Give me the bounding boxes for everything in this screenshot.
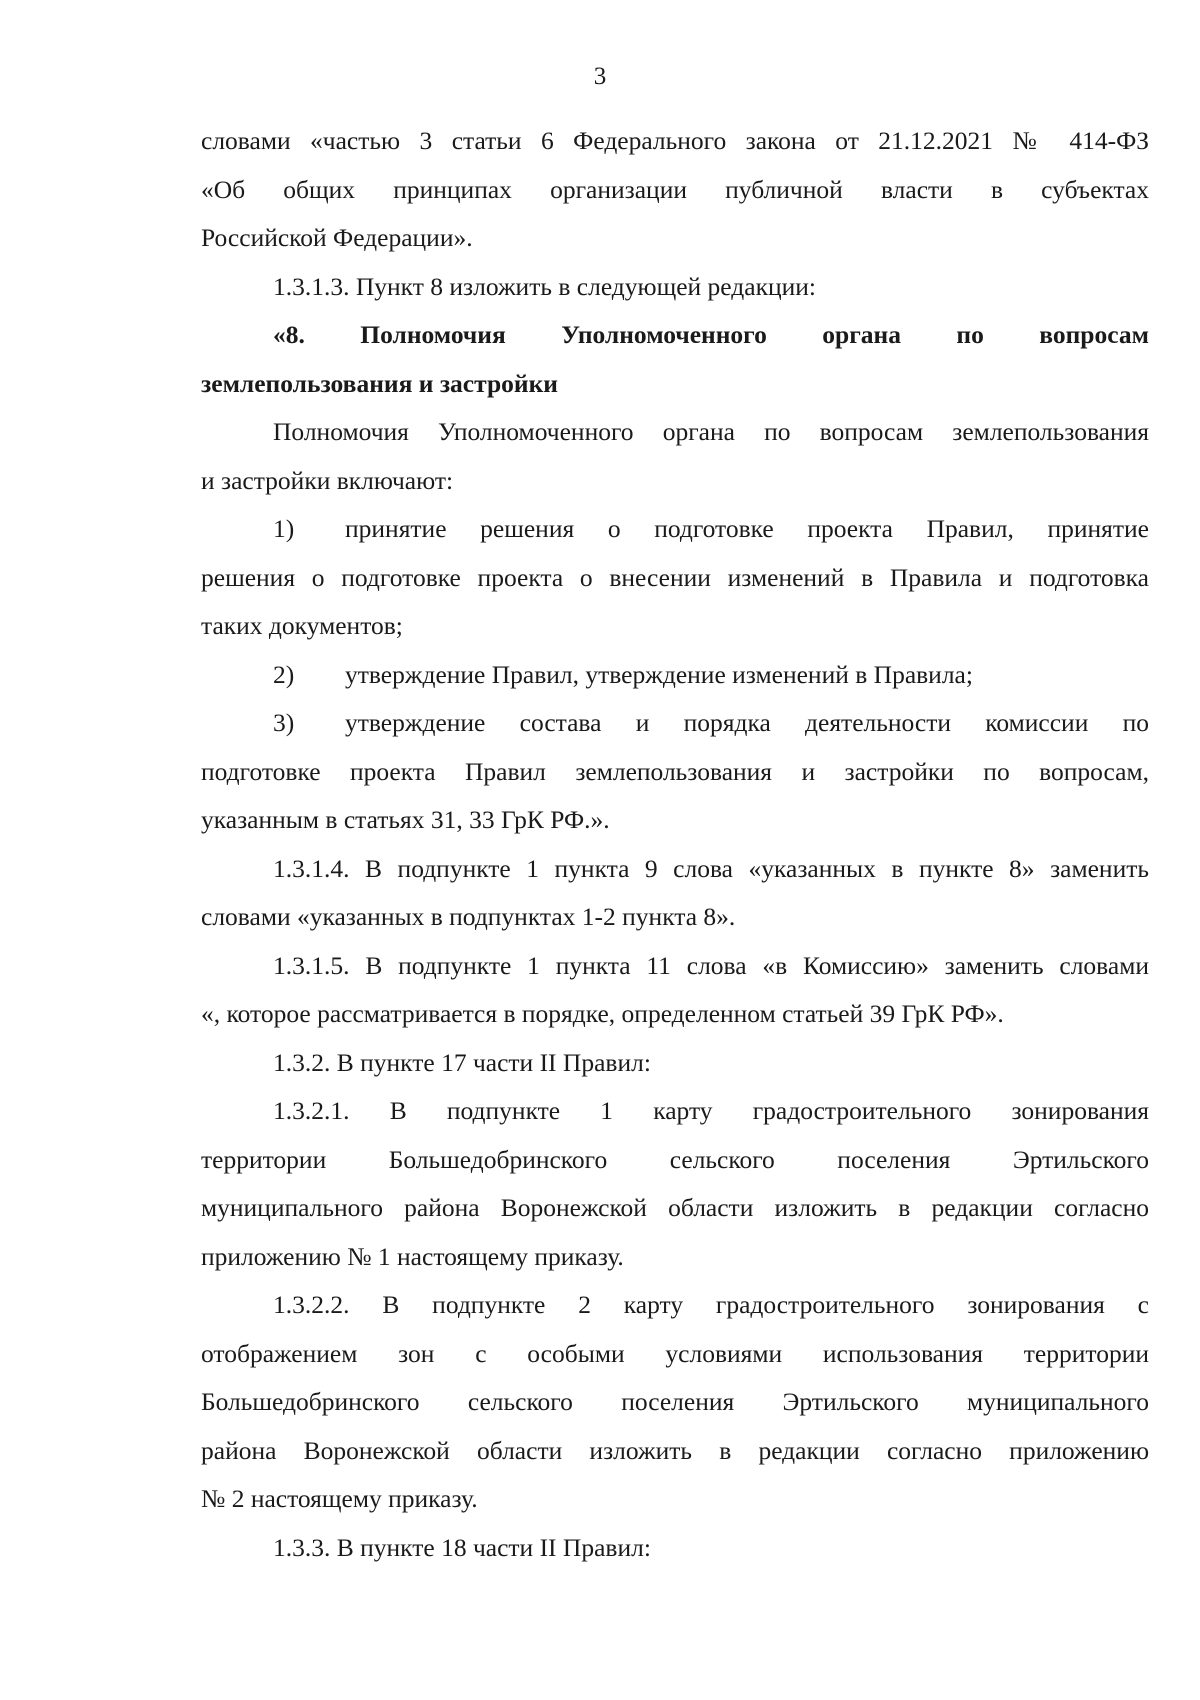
list-number: 1) xyxy=(273,514,295,543)
text-line: таких документов; xyxy=(201,611,403,640)
list-item xyxy=(201,505,1149,554)
text-line: 1.3.2.1. В подпункте 1 карту градостроительного зонирования xyxy=(273,1096,1149,1125)
list-item xyxy=(201,699,1149,748)
text-line: 1.3.1.5. В подпункте 1 пункта 11 слова «в Комиссию» заменить словами xyxy=(273,950,1149,980)
list-number: 3) xyxy=(273,708,295,737)
text-line: указанным в статьях 31, 33 ГрК РФ.». xyxy=(201,805,610,834)
text-line: № 2 настоящему приказу. xyxy=(201,1484,478,1513)
text-line: отображением зон с особыми условиями использования территории xyxy=(201,1338,1149,1368)
text-line: и застройки включают: xyxy=(201,465,454,495)
text-line: Российской Федерации». xyxy=(201,223,473,252)
text-line: 1.3.3. В пункте 18 части II Правил: xyxy=(273,1532,651,1562)
text-line: муниципального района Воронежской области изложить в редакции согласно xyxy=(201,1193,1149,1222)
text-line: Большедобринского сельского поселения Эртильского муниципального xyxy=(201,1387,1149,1416)
text-line: «Об общих принципах организации публичной власти в субъектах xyxy=(201,174,1149,204)
heading-word: органа xyxy=(822,320,901,349)
heading-word: по xyxy=(956,320,984,349)
section-heading-continued: землепользования и застройки xyxy=(201,368,558,398)
text-line: 1.3.1.4. В подпункте 1 пункта 9 слова «указанных в пункте 8» заменить xyxy=(273,853,1149,883)
heading-word: «8. xyxy=(273,320,305,349)
text-line: «, которое рассматривается в порядке, определенном статьей 39 ГрК РФ». xyxy=(201,999,1004,1028)
page-number: 3 xyxy=(593,63,607,90)
text-line: территории Большедобринского сельского поселения Эртильского xyxy=(201,1144,1149,1174)
text-line: 1.3.2. В пункте 17 части II Правил: xyxy=(273,1047,651,1077)
list-number: 2) xyxy=(273,659,295,689)
list-text: утверждение Правил, утверждение изменений в Правила; xyxy=(345,659,973,689)
text-line: словами «указанных в подпунктах 1-2 пункта 8». xyxy=(201,902,736,931)
text-line: 1.3.2.2. В подпункте 2 карту градостроительного зонирования с xyxy=(273,1290,1149,1319)
text-line: подготовке проекта Правил землепользования и застройки по вопросам, xyxy=(201,756,1149,786)
list-text: утверждение состава и порядка деятельности комиссии по xyxy=(345,708,1149,737)
text-line: словами «частью 3 статьи 6 Федерального закона от 21.12.2021 № 414-ФЗ xyxy=(201,126,1149,155)
heading-word: Полномочия xyxy=(360,320,506,349)
heading-word: Уполномоченного xyxy=(561,320,767,349)
text-line: района Воронежской области изложить в редакции согласно приложению xyxy=(201,1435,1149,1465)
section-heading xyxy=(201,311,1149,360)
text-line: приложению № 1 настоящему приказу. xyxy=(201,1241,624,1271)
list-item xyxy=(201,651,1149,700)
text-line: Полномочия Уполномоченного органа по вопросам землепользования xyxy=(273,417,1149,446)
heading-word: вопросам xyxy=(1039,320,1149,349)
text-line: решения о подготовке проекта о внесении изменений в Правила и подготовка xyxy=(201,562,1149,592)
text-line: 1.3.1.3. Пункт 8 изложить в следующей редакции: xyxy=(273,271,816,301)
list-text: принятие решения о подготовке проекта Правил, принятие xyxy=(345,514,1149,543)
document-body xyxy=(201,117,1149,1572)
